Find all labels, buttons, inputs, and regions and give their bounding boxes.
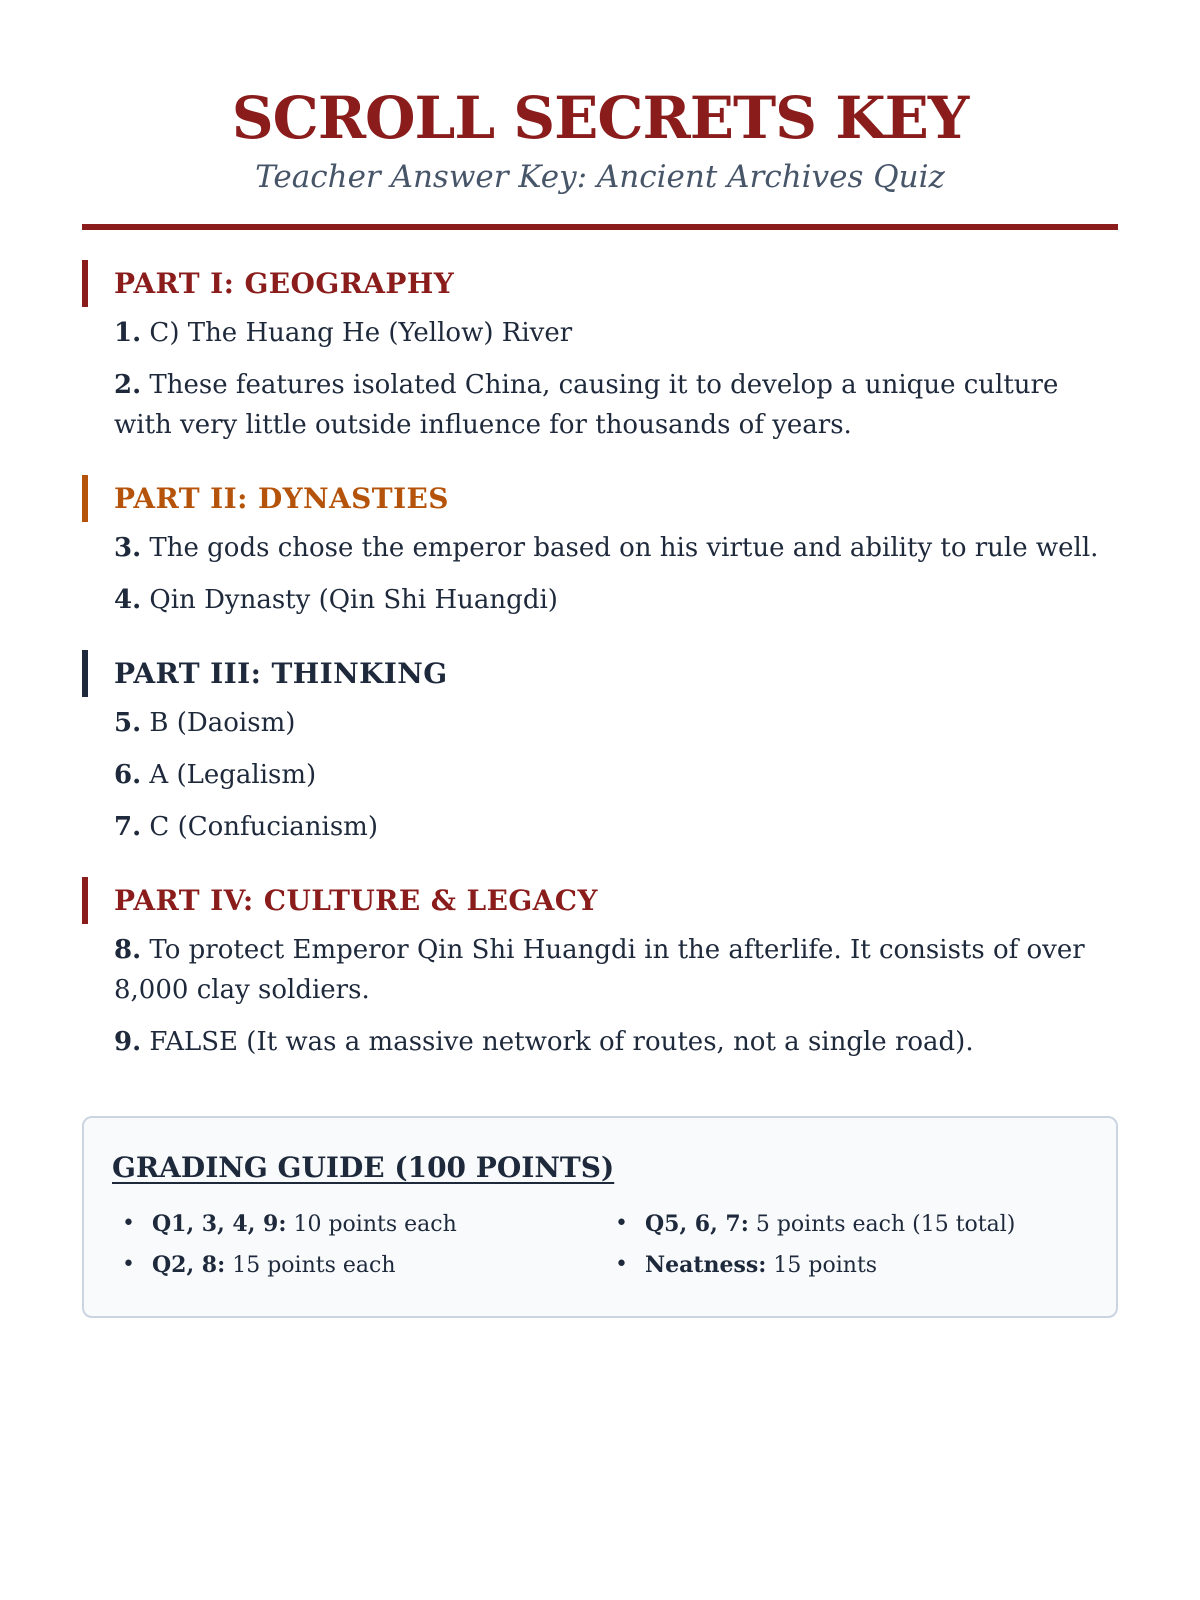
grading-item-text: 15 points each xyxy=(232,1253,396,1278)
answer-text: Qin Dynasty (Qin Shi Huangdi) xyxy=(149,585,558,615)
bullet-icon: • xyxy=(615,1211,628,1236)
answer-item xyxy=(114,807,1118,847)
section-dynasties xyxy=(82,475,1118,620)
answer-item xyxy=(114,528,1118,568)
grading-item xyxy=(122,1245,595,1286)
section-heading: PART I: GEOGRAPHY xyxy=(82,260,1118,307)
grading-item xyxy=(615,1204,1088,1245)
grading-guide-list xyxy=(112,1204,1088,1286)
answer-text: The gods chose the emperor based on his virtue and ability to rule well. xyxy=(149,533,1099,563)
answer-item xyxy=(114,313,1118,353)
section-geography xyxy=(82,260,1118,445)
section-heading: PART IV: CULTURE & LEGACY xyxy=(82,877,1118,924)
grading-item xyxy=(615,1245,1088,1286)
answer-number: 8. xyxy=(114,935,142,965)
grading-item-label: Q2, 8: xyxy=(152,1252,226,1278)
grading-item-text: 5 points each (15 total) xyxy=(755,1212,1016,1237)
answer-text: C (Confucianism) xyxy=(149,812,378,842)
answer-number: 5. xyxy=(114,708,142,738)
answer-item xyxy=(114,930,1118,1010)
answer-number: 3. xyxy=(114,533,142,563)
page-header xyxy=(82,0,1118,198)
section-heading: PART II: DYNASTIES xyxy=(82,475,1118,522)
answer-text: To protect Emperor Qin Shi Huangdi in the afterlife. It consists of over 8,000 clay soldiers. xyxy=(114,935,1085,1005)
bullet-icon: • xyxy=(122,1252,135,1277)
answer-item xyxy=(114,703,1118,743)
answer-list xyxy=(82,313,1118,445)
answer-number: 9. xyxy=(114,1027,142,1057)
answer-number: 2. xyxy=(114,370,142,400)
header-divider xyxy=(82,224,1118,230)
answer-item xyxy=(114,580,1118,620)
answer-number: 7. xyxy=(114,812,142,842)
answer-item xyxy=(114,1022,1118,1062)
grading-guide-box xyxy=(82,1116,1118,1318)
grading-item-label: Q5, 6, 7: xyxy=(645,1211,749,1237)
grading-item-label: Q1, 3, 4, 9: xyxy=(152,1211,287,1237)
answer-text: C) The Huang He (Yellow) River xyxy=(149,318,573,348)
section-thinking xyxy=(82,650,1118,847)
answer-list xyxy=(82,930,1118,1062)
bullet-icon: • xyxy=(615,1252,628,1277)
answer-text: FALSE (It was a massive network of routes, not a single road). xyxy=(149,1027,974,1057)
grading-item-text: 10 points each xyxy=(293,1212,457,1237)
answer-list xyxy=(82,528,1118,620)
bullet-icon: • xyxy=(122,1211,135,1236)
grading-item xyxy=(122,1204,595,1245)
page-subtitle: Teacher Answer Key: Ancient Archives Quiz xyxy=(255,159,945,195)
section-culture-legacy xyxy=(82,877,1118,1062)
answer-text: A (Legalism) xyxy=(149,760,317,790)
section-heading: PART III: THINKING xyxy=(82,650,1118,697)
answer-list xyxy=(82,703,1118,847)
grading-guide-title: GRADING GUIDE (100 POINTS) xyxy=(112,1151,615,1184)
answer-item xyxy=(114,755,1118,795)
grading-item-label: Neatness: xyxy=(645,1252,767,1278)
answer-text: These features isolated China, causing it to develop a unique culture with very little outside influence for thousands of years. xyxy=(114,370,1059,440)
answer-text: B (Daoism) xyxy=(149,708,296,738)
answer-number: 1. xyxy=(114,318,142,348)
answer-number: 4. xyxy=(114,585,142,615)
answer-number: 6. xyxy=(114,760,142,790)
grading-item-text: 15 points xyxy=(773,1253,878,1278)
page-title: SCROLL SECRETS KEY xyxy=(231,84,969,152)
answer-item xyxy=(114,365,1118,445)
